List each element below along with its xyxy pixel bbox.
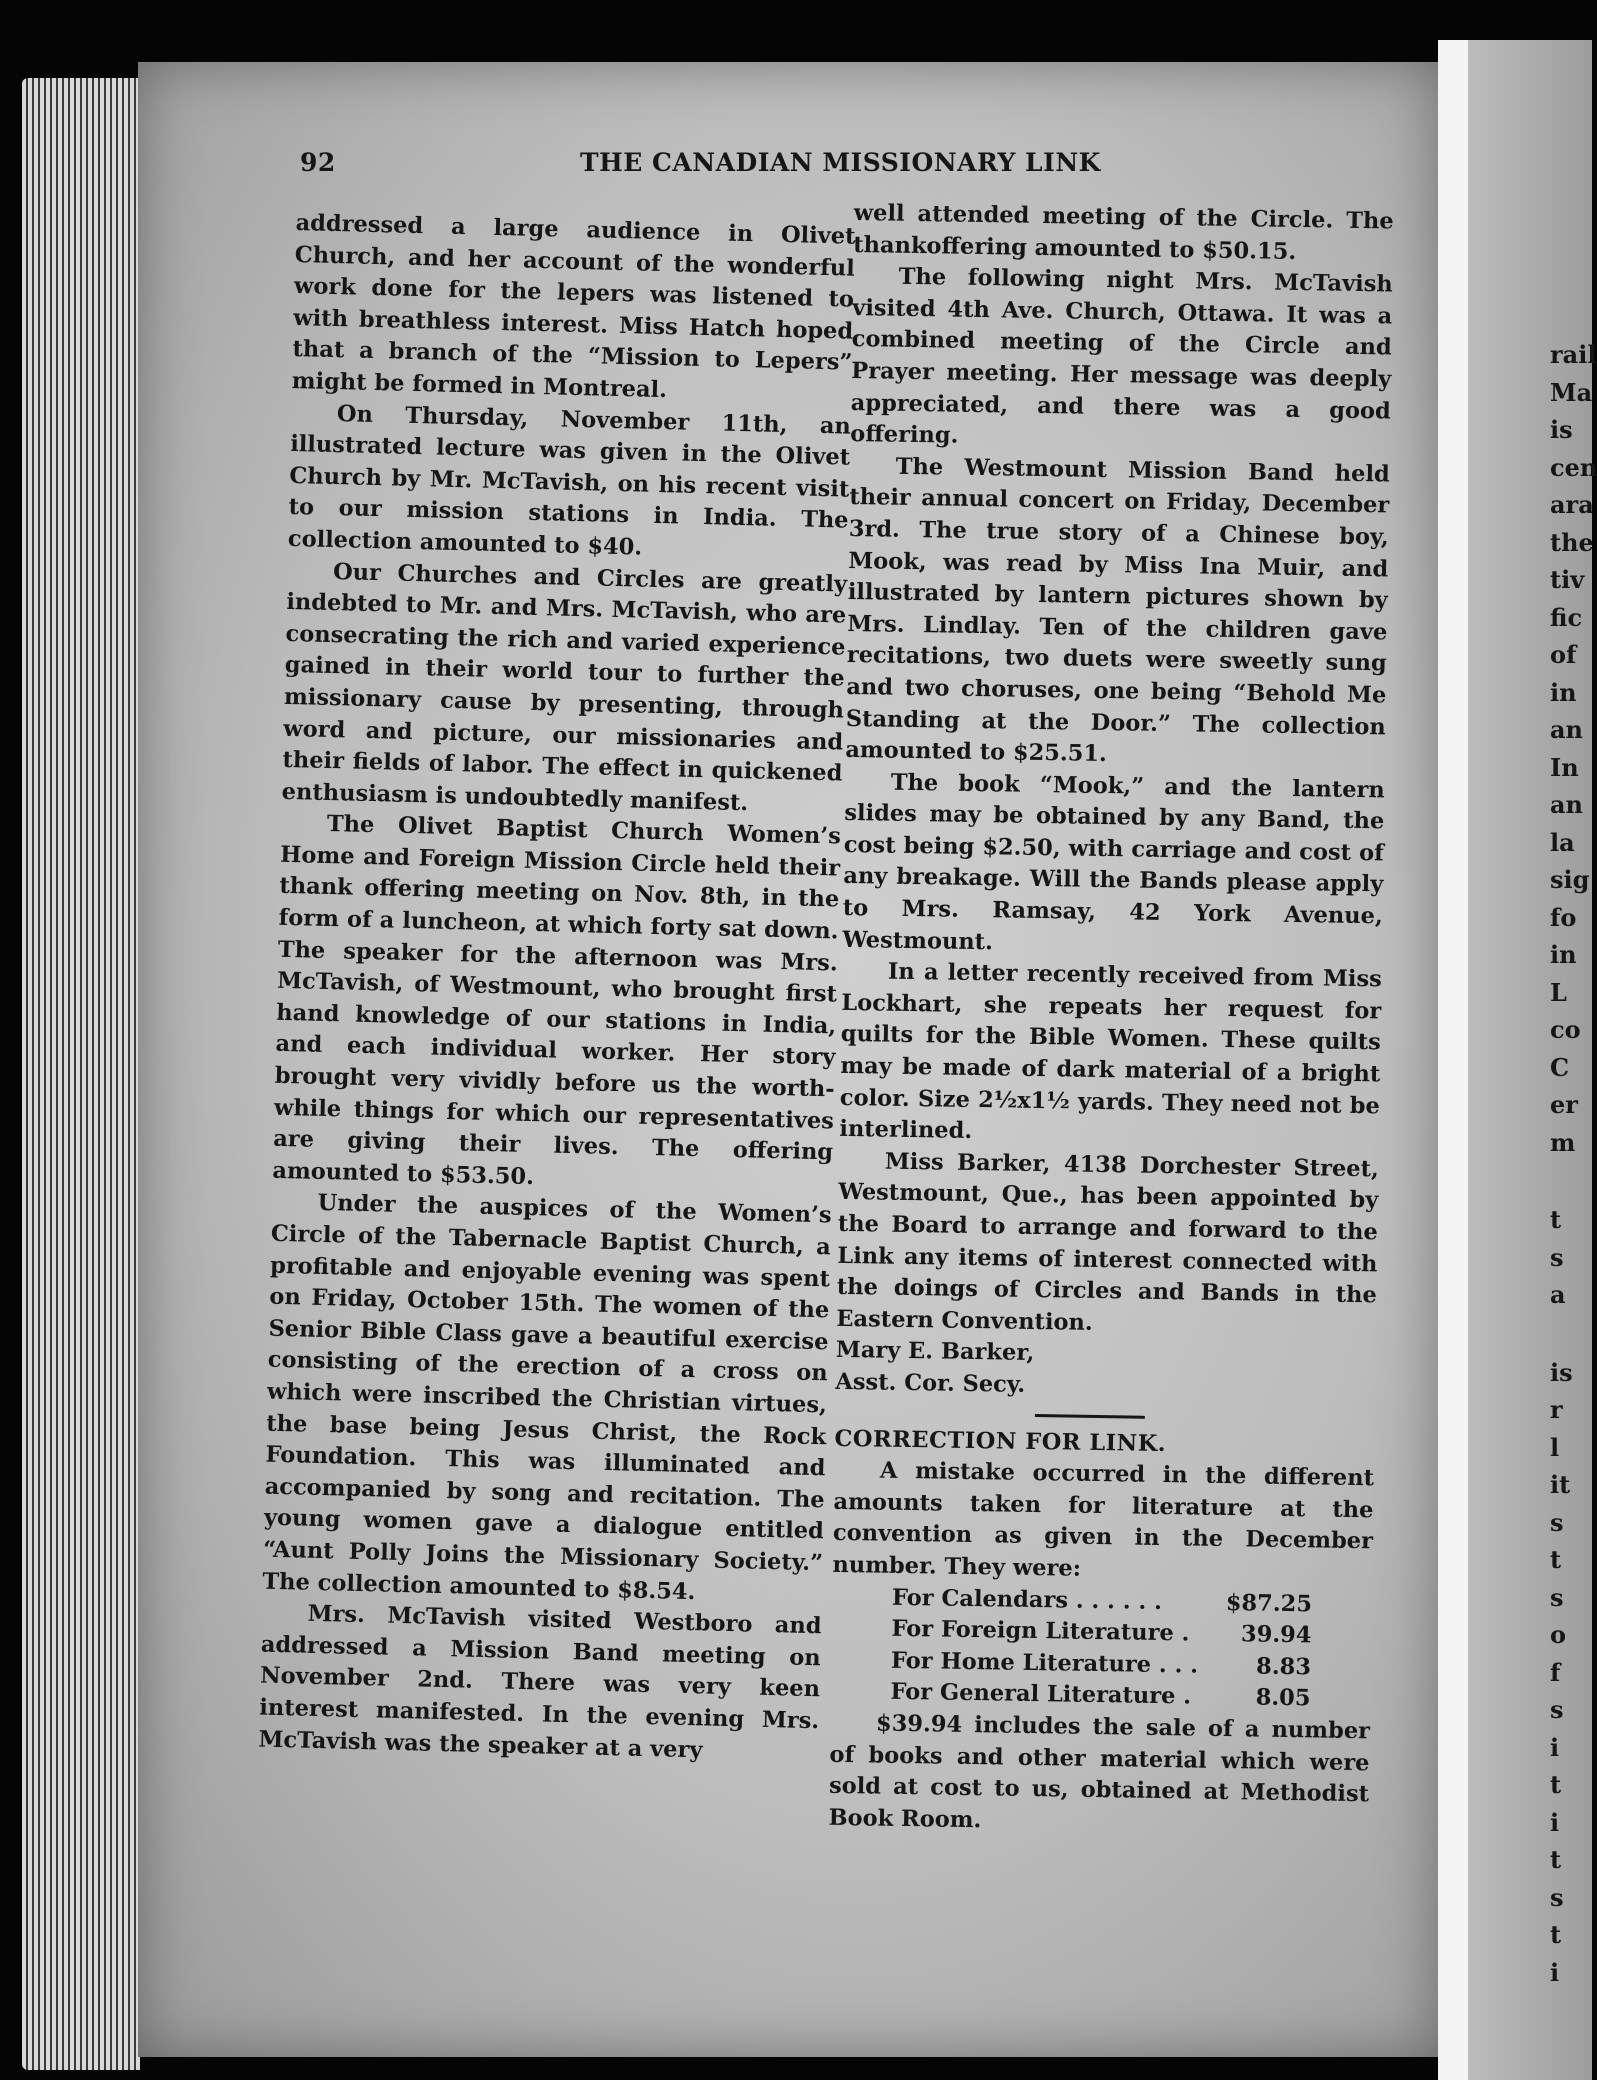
- adjacent-page-fragment: r: [1550, 1395, 1563, 1424]
- adjacent-page-fragment: fic: [1550, 602, 1583, 632]
- adjacent-page-fragment: l: [1550, 1432, 1560, 1462]
- adjacent-page-fragment: i: [1550, 1957, 1560, 1987]
- adjacent-page-fragment: i: [1550, 1807, 1560, 1837]
- adjacent-page-fragment: in: [1550, 940, 1577, 969]
- paragraph: Mrs. McTavish visited Westboro and addressed a Mission Band meeting on November 2nd. There was very keen interest manifested. In the evening Mrs. McTavish was the speaker at a very: [258, 1600, 822, 1763]
- adjacent-page-fragment: In: [1550, 752, 1579, 782]
- literature-label: For Calendars . . . . . .: [891, 1584, 1163, 1615]
- adjacent-page-fragment: an: [1550, 790, 1583, 819]
- adjacent-page-fragment: s: [1550, 1242, 1564, 1272]
- signature-title: Asst. Cor. Secy.: [835, 1368, 1026, 1398]
- paragraph: The following night Mrs. McTavish visited 4th Ave. Church, Ottawa. It was a combined meeting of the Circle and Prayer meeting. Her message was deeply appreciated, and there was a good offering.: [850, 263, 1393, 449]
- correction-intro: A mistake occurred in the different amounts taken for literature at the convention as given in the December number. They were:: [832, 1457, 1375, 1582]
- correction-note: $39.94 includes the sale of a number of books and other material which were sold at cost to us, obtained at Methodist Book Room.: [828, 1710, 1371, 1833]
- adjacent-page-fragment: C: [1550, 1052, 1570, 1082]
- paragraph: On Thursday, November 11th, an illustrated lecture was given in the Olivet Church by Mr. McTavish, on his recent visit to our mission stations in India. The collection amounted to $40.: [287, 400, 852, 561]
- adjacent-page-fragment: t: [1550, 1770, 1562, 1799]
- adjacent-page-fragment: s: [1550, 1582, 1564, 1612]
- paragraph: Under the auspices of the Women’s Circle of the Tabernacle Baptist Church, a profitable and enjoyable evening was spent on Friday, October 15th. The women of the Senior Bible Class gave a beautiful exercise consisting of the erection of a cross on which were inscribed the Christian virtues, the base being Jesus Christ, the Rock Foundation. This was illuminated and accompanied by song and recitation. The young women gave a dialogue entitled “Aunt Polly Joins the Missionary Society.” The collection amounted to $8.54.: [262, 1190, 832, 1605]
- adjacent-page-fragment: fo: [1550, 902, 1577, 932]
- adjacent-page-fragment: Ma: [1550, 377, 1593, 407]
- adjacent-page-fragment: o: [1550, 1620, 1567, 1649]
- adjacent-page-fragment: in: [1550, 677, 1577, 707]
- adjacent-page-fragment: t: [1550, 1205, 1562, 1234]
- adjacent-page-fragment: ara: [1550, 490, 1594, 519]
- literature-label: For Foreign Literature .: [891, 1615, 1190, 1647]
- adjacent-page-fragment: t: [1550, 1920, 1562, 1949]
- adjacent-page-fragment: an: [1550, 715, 1583, 744]
- paragraph: Miss Barker, 4138 Dorchester Street, Westmount, Que., has been appointed by the Board to arrange and forward to the Link any items of interest connected with the doings of Circles and Bands in the Eastern Convention.: [836, 1148, 1380, 1336]
- left-column: [258, 208, 856, 1769]
- literature-label: For Home Literature . . .: [890, 1647, 1199, 1679]
- adjacent-page-fragment: the: [1550, 527, 1594, 557]
- page-number: 92: [300, 148, 336, 177]
- adjacent-page-fragment: a: [1550, 1280, 1566, 1309]
- literature-label: For General Literature .: [890, 1679, 1192, 1710]
- adjacent-page-fragment: cen: [1550, 452, 1597, 482]
- adjacent-page-fragment: i: [1550, 1732, 1560, 1762]
- right-column: [828, 198, 1394, 1843]
- paragraph: addressed a large audience in Olivet Church, and her account of the wonderful work done for the lepers was listened to with breathless interest. Miss Hatch hoped that a branch of the “Mission to Lepers” might be formed in Montreal.: [291, 209, 856, 404]
- adjacent-page-fragment: t: [1550, 1845, 1562, 1874]
- signature-name: Mary E. Barker,: [835, 1337, 1035, 1367]
- book-page-edges: [22, 78, 140, 2070]
- adjacent-page-fragment: s: [1550, 1695, 1564, 1724]
- correction-heading: CORRECTION FOR LINK.: [834, 1425, 1167, 1457]
- adjacent-page-fragment: of: [1550, 640, 1577, 669]
- paragraph: Our Churches and Circles are greatly indebted to Mr. and Mrs. McTavish, who are consecrating the rich and varied experience gained in their world tour to further the missionary cause by presenting, through word and picture, our missionaries and their fields of labor. The effect in quickened enthusiasm is undoubtedly manifest.: [281, 558, 848, 816]
- paragraph: The Westmount Mission Band held their annual concert on Friday, December 3rd. The true story of a Chinese boy, Mook, was read by Miss Ina Muir, and illustrated by lantern pictures shown by Mrs. Lindlay. Ten of the children gave recitations, two duets were sweetly sung and two choruses, one being “Behold Me Standing at the Door.” The collection amounted to $25.51.: [845, 453, 1390, 768]
- paragraph: The Olivet Baptist Church Women’s Home and Foreign Mission Circle held their thank offering meeting on Nov. 8th, in the form of a luncheon, at which forty sat down. The speaker for the afternoon was Mrs. McTavish, of Westmount, who brought first hand knowledge of our stations in India, and each individual worker. Her story brought very vividly before us the worth-while things for which our representatives are giving their lives. The offering amounted to $53.50.: [272, 811, 842, 1190]
- adjacent-page-fragment: co: [1550, 1015, 1581, 1044]
- literature-amount: $87.25: [1225, 1589, 1313, 1617]
- adjacent-page-fragment: it: [1550, 1470, 1571, 1499]
- paragraph: In a letter recently received from Miss Lockhart, she repeats her request for quilts for the Bible Women. These quilts may be made of dark material of a bright color. Size 2½x1½ yards. They need not be interlined.: [839, 958, 1382, 1145]
- adjacent-page-fragment: s: [1550, 1882, 1564, 1912]
- literature-amount: 8.05: [1255, 1684, 1311, 1712]
- adjacent-page-fragment: rail: [1550, 340, 1597, 369]
- adjacent-page-fragment: t: [1550, 1545, 1562, 1574]
- paragraph: well attended meeting of the Circle. The thankoffering amounted to $50.15.: [853, 199, 1394, 265]
- adjacent-page-fragment: is: [1550, 415, 1573, 444]
- running-title: THE CANADIAN MISSIONARY LINK: [580, 148, 1101, 177]
- adjacent-page-fragment: sig: [1550, 865, 1590, 894]
- paragraph: The book “Mook,” and the lantern slides may be obtained by any Band, the cost being $2.50, with carriage and cost of any breakage. Will the Bands please apply to Mrs. Ramsay, 42 York Avenue, Westmount.: [842, 769, 1385, 955]
- adjacent-page-edge: [1468, 40, 1597, 2080]
- adjacent-page-fragment: f: [1550, 1657, 1561, 1687]
- page-gutter: [1438, 40, 1468, 2080]
- adjacent-page-fragment: m: [1550, 1127, 1576, 1157]
- adjacent-page-fragment: L: [1550, 977, 1567, 1007]
- adjacent-page-fragment: is: [1550, 1357, 1573, 1387]
- adjacent-page-fragment: er: [1550, 1090, 1578, 1119]
- adjacent-page-fragment: la: [1550, 827, 1575, 857]
- section-divider: [1035, 1414, 1145, 1419]
- adjacent-page-fragment: s: [1550, 1507, 1564, 1537]
- literature-amount: 39.94: [1240, 1621, 1312, 1649]
- adjacent-page-fragment: tiv: [1550, 565, 1585, 594]
- literature-amount: 8.83: [1255, 1653, 1312, 1681]
